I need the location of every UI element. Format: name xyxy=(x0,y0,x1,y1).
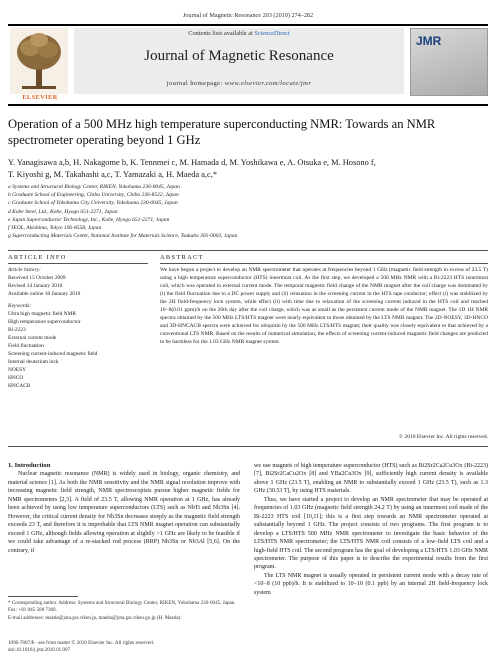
contents-line xyxy=(74,30,404,37)
doi-line[interactable]: doi:10.1016/j.jmr.2010.01.007 xyxy=(8,647,71,654)
keyword: Bi-2223 xyxy=(8,327,26,333)
email-note: E-mail addresses: maeda@jota.gsc.riken.jp, maeda@jota.gsc.riken.go.jp (H. Maeda). xyxy=(8,614,182,621)
homepage-link[interactable]: www.elsevier.com/locate/jmr xyxy=(224,80,312,87)
history-item: Revised 14 January 2010 xyxy=(8,283,63,289)
keyword: Ultra high magnetic field NMR xyxy=(8,311,76,317)
affiliation: a Systems and Structural Biology Center, RIKEN, Yokohama 230-0045, Japan xyxy=(8,184,180,190)
footnotes xyxy=(8,600,240,622)
paragraph: Thus, we have started a project to develop an NMR spectrometer that may be operated at frequencies of 1.03 GHz (magnetic field strength 24.2 T) by using an innermost coil made of the Bi-2223 HTS coil [10,11]; this is a first step towards an NMR spectrometer operated at substantially beyond 1 GHz. The project consists of two programs. The first program is to develop a LTS/HTS 500 MHz NMR spectrometer to investigate the basic behavior of the LTS/HTS NMR spectrometer; the LTS/HTS NMR coil consists of a low-field LTS coil and a high-field HTS coil. The second program has the goal of developing a LTS/HTS 1.03 GHz NMR spectrometer. The purpose of this paper is to describe the experimental results from the first program. xyxy=(254,496,488,571)
history-item: Available online 18 January 2010 xyxy=(8,291,81,297)
divider xyxy=(8,446,488,447)
affiliation: g Superconducting Materials Center, National Institute for Materials Science, Tsukuba 305-0003, Japan xyxy=(8,233,238,240)
article-info-heading: ARTICLE INFO xyxy=(8,254,67,261)
corresponding-author-note: * Corresponding author. Address: Systems and Structural Biology Center, RIKEN, Yokohama 230-0045, Japan. Fax: +81 045 508 7360. xyxy=(8,600,236,614)
body-column-right xyxy=(254,462,488,597)
affiliation: b Graduate School of Engineering, Chiba University, Chiba 236-8522, Japan xyxy=(8,192,179,199)
paragraph: The LTS NMR magnet is usually operated in persistent current mode with a decay rate of <10−8 (10 ppb)/h. It is stabilized to 10−10 (0.1 ppb) by an internal 2H field-frequency lock system xyxy=(254,572,488,596)
section-heading: 1. Introduction xyxy=(8,462,51,469)
keyword: NOESY xyxy=(8,367,26,373)
journal-cover-label: JMR xyxy=(416,34,442,48)
affiliation: f JEOL, Akishima, Tokyo 196-8558, Japan xyxy=(8,225,102,232)
keyword: HNCO xyxy=(8,375,24,381)
keyword: Screening current-induced magnetic field xyxy=(8,351,98,357)
journal-reference: Journal of Magnetic Resonance 203 (2010) 274–282 xyxy=(182,12,314,19)
keyword: External current mode xyxy=(8,335,57,341)
keyword: Field fluctuation xyxy=(8,343,44,349)
body-column-left xyxy=(8,462,240,555)
authors-line-1: Y. Yanagisawa a,b, H. Nakagome b, K. Tennmei c, M. Hamada d, M. Yoshikawa e, A. Otsuka e, M. Hosono f, xyxy=(8,158,376,167)
journal-name: Journal of Magnetic Resonance xyxy=(144,48,334,64)
keyword: Internal deuterium lock xyxy=(8,359,59,365)
elsevier-tree-logo xyxy=(10,28,68,94)
history-item: Received 15 October 2009 xyxy=(8,275,66,281)
copyright: © 2010 Elsevier Inc. All rights reserved. xyxy=(398,434,488,440)
keyword: HNCACB xyxy=(8,383,31,389)
abstract-text: We have begun a project to develop an NMR spectrometer that operates at frequencies beyond 1 GHz (magnetic field strength in excess of 23.5 T) using a high temperature superconductor (HTS) innermost coil. As the first step, we developed a 500 MHz NMR with a Bi-2223 HTS innermost coil, which was operated in external current mode. The temporal magnetic field change of the NMR magnet after the coil charge was dominated by (i) the field fluctuation due to a DC power supply and (ii) relaxation in the screening current in the HTS tape conductor; effect (i) was stabilized by the 2H field-frequency lock system, while effect (ii) with time due to relaxation of the screening current induced in the HTS coil and reached 10−8(0.01 ppm)/h on the 20th day after the coil charge, which was as small as the persistent current mode of the NMR magnet. The 1D 1H NMR spectra obtained by the 500 MHz LTS/HTS magnet were nearly equivalent to those obtained by the LTS NMR magnet. The 2D-NOESY, 3D-HNCO and 3D-HNCACB spectra were achieved for ubiquitin by the 500 MHz LTS/HTS magnet; their quality was closely equivalent to that achieved by a conventional LTS NMR. Based on the results of numerical simulation, the effects of screening current-induced magnetic field changes are predicted to be harmless for the 1.03 GHz NMR magnet system. xyxy=(160,267,488,346)
affiliation: e Japan Superconductor Technology, Inc., Kobe, Hyogo 651-2271, Japan xyxy=(8,216,170,223)
publication-ids xyxy=(8,640,240,654)
sciencedirect-link[interactable]: ScienceDirect xyxy=(254,30,290,37)
divider xyxy=(8,250,488,251)
footnote-rule xyxy=(8,596,78,597)
authors-line-2: T. Kiyoshi g, M. Takahashi a,c, T. Yamazaki a, H. Maeda a,c,* xyxy=(8,169,218,179)
affiliations xyxy=(8,183,488,240)
article-title: Operation of a 500 MHz high temperature superconducting NMR: Towards an NMR spectrometer operating beyond 1 GHz xyxy=(8,117,436,147)
issn-line: 1090-7807/$ - see front matter © 2010 Elsevier Inc. All rights reserved. xyxy=(8,640,155,646)
divider xyxy=(8,263,148,264)
affiliation: c Graduate School of Yokohama City University, Yokohama 230-0045, Japan xyxy=(8,200,178,207)
affiliation: d Kobe Steel, Ltd., Kobe, Hyogo 651-2271, Japan xyxy=(8,208,118,215)
author-list xyxy=(8,157,488,180)
journal-homepage xyxy=(74,80,404,87)
article-history xyxy=(8,266,148,390)
abstract-heading: ABSTRACT xyxy=(160,254,204,261)
paragraph: we use magnets of high temperature superconductor (HTS) such as Bi2Sr2Ca2Cu3Ox (Bi-2223) [7], Bi2Sr2CaCu2Ox [8] and YBa2Cu3Ox [9], sufficiently high current density is available above 1 GHz (23.5 T), enabling an NMR to substantially exceed 1 GHz (23.5 T), such as 1.3 GHz (30.53 T), by using HTS materials. xyxy=(254,463,488,495)
contents-prefix: Contents lists available at xyxy=(188,30,255,37)
homepage-prefix: journal homepage: xyxy=(166,80,225,87)
keyword: High temperature superconductor xyxy=(8,319,81,325)
divider xyxy=(160,263,488,264)
keywords-label: Keywords: xyxy=(8,303,32,309)
publisher-name: ELSEVIER xyxy=(22,94,58,101)
history-label: Article history: xyxy=(8,267,41,273)
paragraph: Nuclear magnetic resonance (NMR) is widely used in biology, organic chemistry, and material science [1]. As both the NMR sensitivity and the NMR signal resolution improve with increasing magnetic field strength, NMR spectroscopists pursue higher magnetic fields for NMR spectrometers [2,3]. A field of 23.5 T, allowing NMR operation at 1 GHz, has already been achieved by using low temperature superconductors (LTS) such as NbTi and Nb3Sn [4]. However, the critical current density for Nb3Sn decreases steeply as the magnetic field strength exceeds 23 T, and therefore it is improbable that LTS NMR magnet operation can substantially exceed 1 GHz, although fields allowing operation at slightly >1 GHz are likely to be feasible if we could take advantage of a re-stacked rod process (RRP) Nb3Sn or Nb3Al [5,6]. On the contrary, if xyxy=(8,471,240,554)
